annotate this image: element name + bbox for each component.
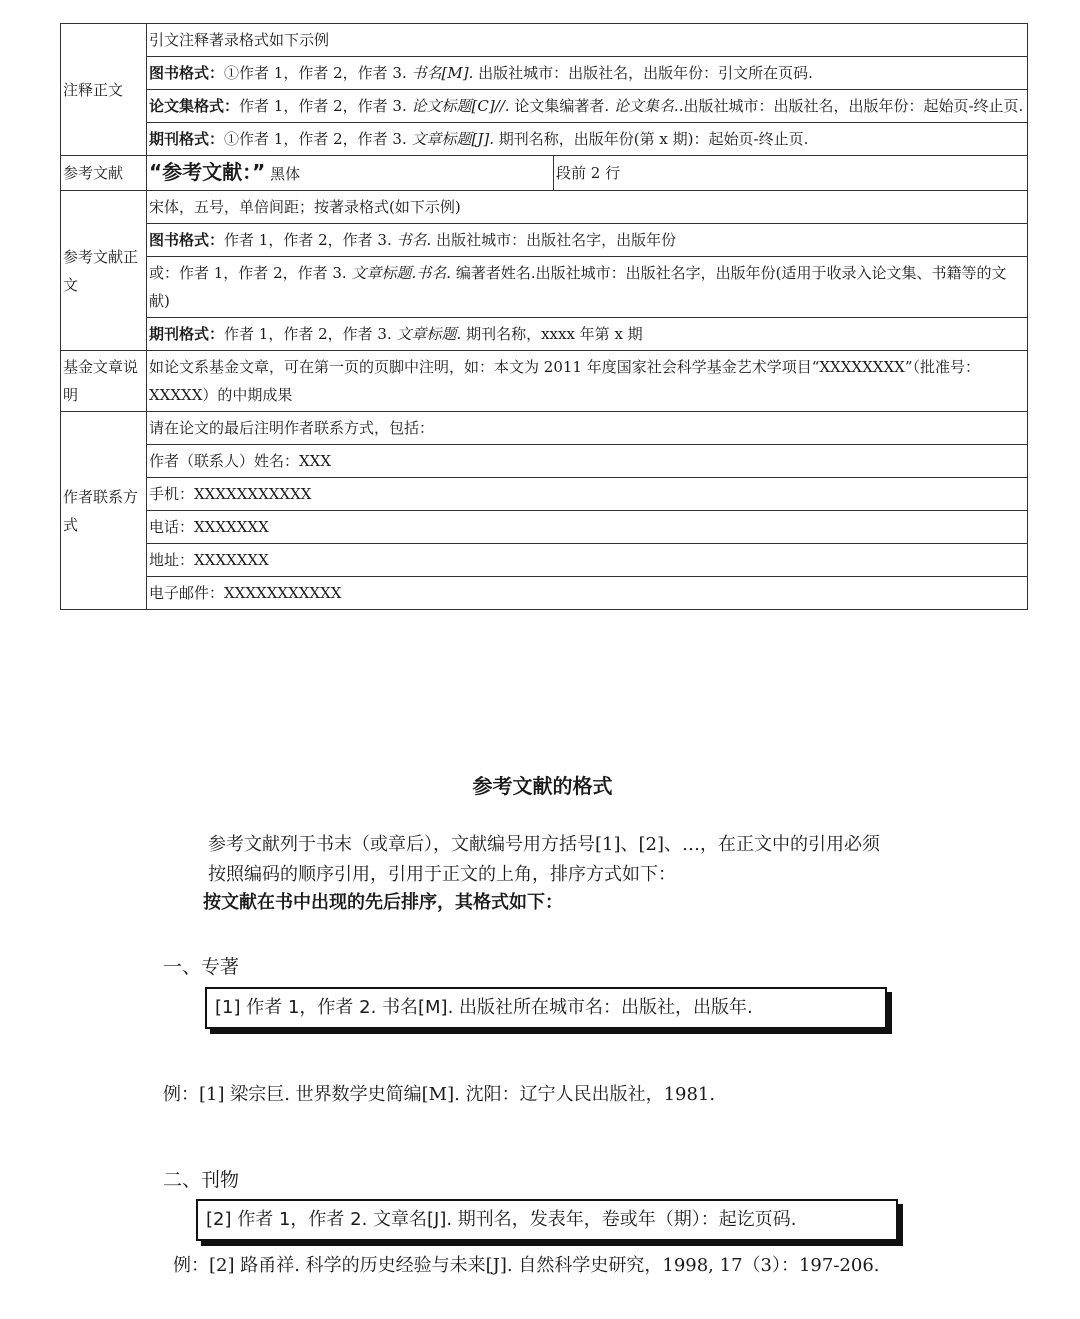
mono-example: 例：[1] 梁宗巨. 世界数学史简编[M]. 沈阳：辽宁人民出版社，1981. (163, 1084, 716, 1105)
notes-intro-row (61, 24, 1028, 57)
refs-heading-font: 黑体 (270, 165, 301, 183)
mono-format-box: [1] 作者 1，作者 2. 书名[M]. 出版社所在城市名：出版社，出版年. (205, 987, 887, 1029)
contact-line: 请在论文的最后注明作者联系方式，包括： (147, 412, 1028, 445)
refs-heading-label: 参考文献 (61, 156, 147, 191)
refs-body-book-format (147, 224, 1028, 257)
refs-heading-spacing: 段前 2 行 (554, 156, 1028, 191)
notes-collection-format (147, 90, 1028, 123)
refs-body-journal-row (61, 318, 1028, 351)
refs-body-or-format (147, 257, 1028, 318)
fund-row (61, 351, 1028, 412)
notes-intro: 引文注释著录格式如下示例 (147, 24, 1028, 57)
section-intro-line3: 按文献在书中出现的先后排序，其格式如下： (203, 892, 563, 913)
format-spec-table (60, 23, 1028, 610)
section-title: 参考文献的格式 (472, 774, 613, 798)
notes-journal-format (147, 123, 1028, 156)
notes-collection-label: 论文集格式： (149, 97, 240, 115)
contact-row (61, 577, 1028, 610)
refs-body-intro: 宋体，五号，单倍间距；按著录格式(如下示例) (147, 191, 1028, 224)
contact-line: 作者（联系人）姓名：XXX (147, 445, 1028, 478)
fund-text: 如论文系基金文章，可在第一页的页脚中注明，如：本文为 2011 年度国家社会科学基金艺术学项目“XXXXXXXX”（批准号：XXXXX）的中期成果 (147, 351, 1028, 412)
refs-body-journal-pre: 作者 1，作者 2，作者 3. (224, 325, 392, 343)
refs-heading-style (147, 156, 554, 191)
refs-body-journal-format (147, 318, 1028, 351)
journal-example: 例：[2] 路甬祥. 科学的历史经验与未来[J]. 自然科学史研究，1998, 17（3）：197-206. (173, 1255, 880, 1276)
contact-line: 电话：XXXXXXX (147, 511, 1028, 544)
refs-body-intro-row (61, 191, 1028, 224)
notes-journal-pre: ①作者 1，作者 2，作者 3. (224, 130, 407, 148)
notes-journal-row (61, 123, 1028, 156)
notes-book-format (147, 57, 1028, 90)
refs-body-journal-italic: 文章标题. (396, 325, 462, 343)
refs-body-book-pre: 作者 1，作者 2，作者 3. (224, 231, 392, 249)
contact-row (61, 511, 1028, 544)
refs-body-or-post: 编著者姓名.出版社城市：出版社名字，出版年份(适用于收录入论文集、书籍等的文献) (149, 264, 1007, 310)
refs-body-book-row (61, 224, 1028, 257)
refs-body-journal-post: 期刊名称，xxxx 年第 x 期 (466, 325, 643, 343)
mono-heading: 一、专著 (163, 956, 240, 978)
contact-line: 地址：XXXXXXX (147, 544, 1028, 577)
journal-format-box: [2] 作者 1，作者 2. 文章名[J]. 期刊名，发表年，卷或年（期）：起讫页码. (196, 1199, 898, 1241)
refs-body-or-pre: 或：作者 1，作者 2，作者 3. (149, 264, 347, 282)
contact-line: 手机：XXXXXXXXXXX (147, 478, 1028, 511)
notes-journal-post: 期刊名称，出版年份(第 x 期)：起始页-终止页. (498, 130, 809, 148)
contact-label: 作者联系方式 (61, 412, 147, 610)
notes-collection-pre: 作者 1，作者 2，作者 3. (239, 97, 407, 115)
notes-book-italic: 书名[M]. (411, 64, 474, 82)
notes-book-pre: ①作者 1，作者 2，作者 3. (224, 64, 407, 82)
refs-body-book-label: 图书格式： (149, 231, 225, 249)
refs-body-book-italic: 书名. (396, 231, 432, 249)
notes-book-post: 出版社城市：出版社名，出版年份：引文所在页码. (478, 64, 813, 82)
notes-book-label: 图书格式： (149, 64, 225, 82)
contact-line: 电子邮件：XXXXXXXXXXX (147, 577, 1028, 610)
notes-journal-italic: 文章标题[J]. (411, 130, 495, 148)
notes-journal-label: 期刊格式： (149, 130, 225, 148)
refs-heading-quote-open: “ (149, 160, 163, 184)
notes-label: 注释正文 (61, 24, 147, 156)
notes-collection-italic2: 论文集名. (613, 97, 679, 115)
notes-book-row (61, 57, 1028, 90)
contact-row (61, 412, 1028, 445)
notes-collection-post: .出版社城市：出版社名，出版年份：起始页-终止页. (678, 97, 1024, 115)
refs-body-journal-label: 期刊格式： (149, 325, 225, 343)
refs-body-or-row (61, 257, 1028, 318)
section-intro-line1: 参考文献列于书末（或章后），文献编号用方括号[1]、[2]、…，在正文中的引用必须 (208, 834, 880, 855)
refs-body-book-post: 出版社城市：出版社名字，出版年份 (436, 231, 677, 249)
section-intro-line2: 按照编码的顺序引用，引用于正文的上角，排序方式如下： (208, 864, 676, 885)
refs-body-or-italic: 文章标题.书名. (351, 264, 452, 282)
contact-row (61, 478, 1028, 511)
notes-collection-mid: 论文集编著者. (514, 97, 610, 115)
notes-collection-italic1: 论文标题[C]//. (411, 97, 510, 115)
refs-heading-big: 参考文献： (162, 160, 253, 184)
journal-heading: 二、刊物 (163, 1169, 240, 1191)
contact-row (61, 445, 1028, 478)
refs-heading-row (61, 156, 1028, 191)
contact-row (61, 544, 1028, 577)
fund-label: 基金文章说明 (61, 351, 147, 412)
refs-body-label: 参考文献正文 (61, 191, 147, 351)
notes-collection-row (61, 90, 1028, 123)
refs-heading-quote-close: ” (252, 160, 266, 184)
